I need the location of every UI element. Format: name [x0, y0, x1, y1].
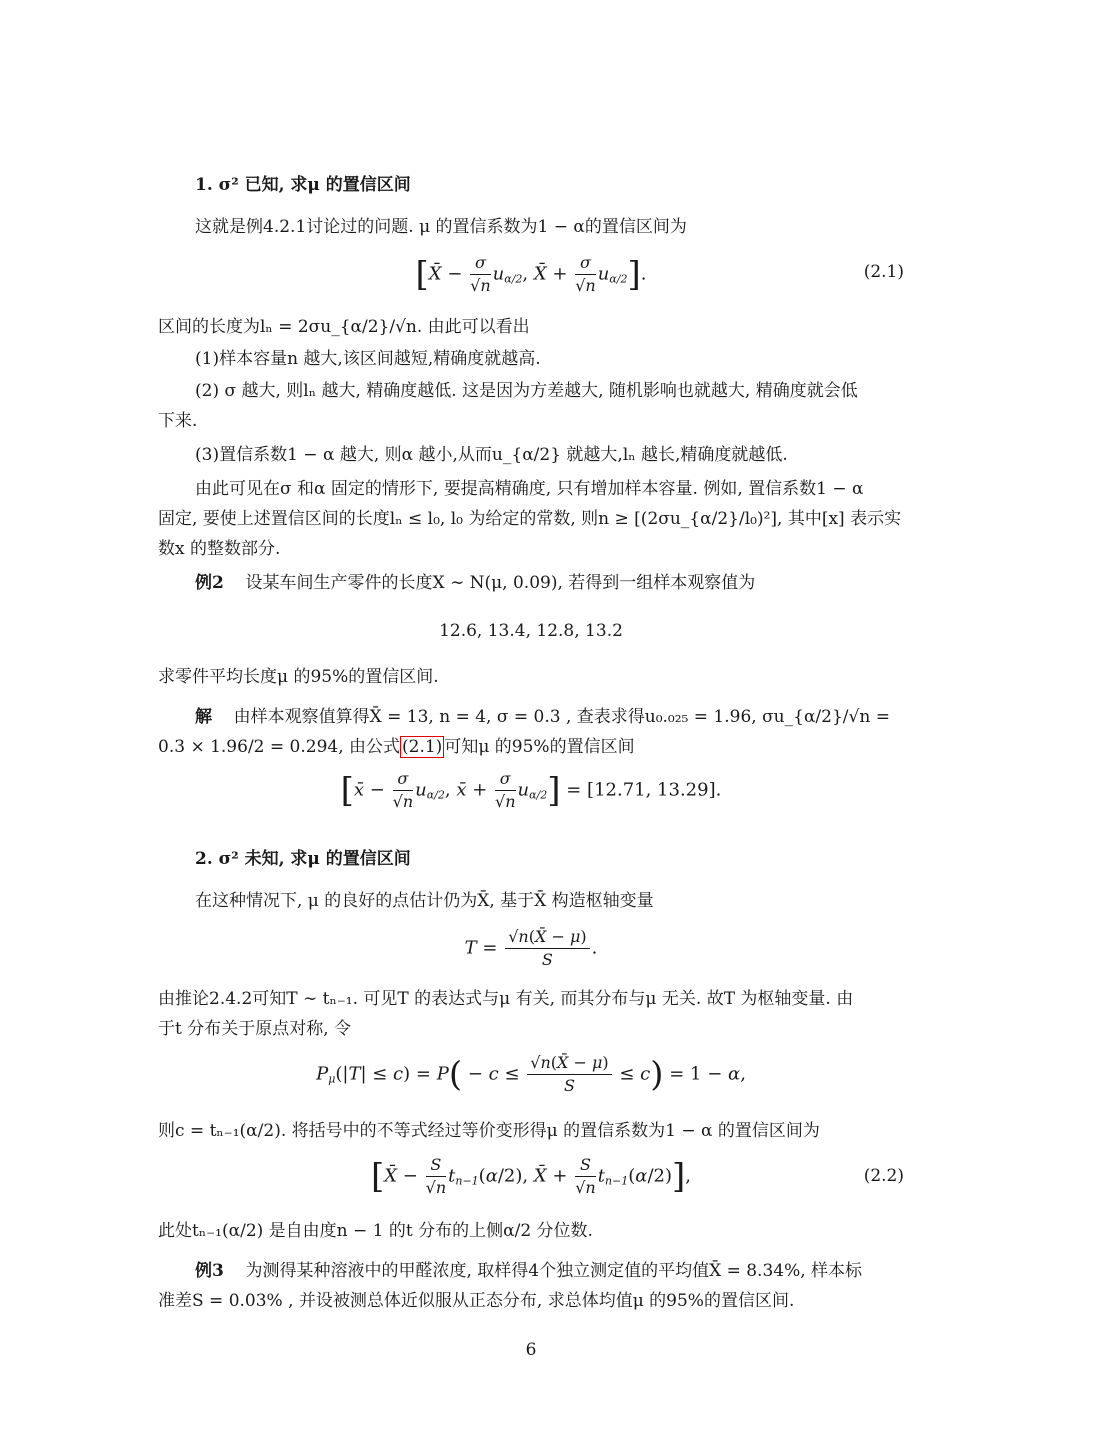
example-2-label: 例2 [195, 573, 224, 593]
corollary-line-2: 于t 分布关于原点对称, 令 [158, 1019, 352, 1039]
example-2 [158, 568, 904, 598]
example-2-text: 设某车间生产零件的长度X ∼ N(μ, 0.09), 若得到一组样本观察值为 [245, 573, 756, 593]
section-2-intro: 在这种情况下, μ 的良好的点估计仍为X̄, 基于X̄ 构造枢轴变量 [195, 891, 654, 911]
solution-text-2b: 可知μ 的95%的置信区间 [444, 737, 635, 757]
page-number: 6 [525, 1340, 537, 1360]
paragraph-line-2: 固定, 要使上述置信区间的长度lₙ ≤ l₀, l₀ 为给定的常数, 则n ≥ [(2σu_{α/2}/l₀)²], 其中[x] 表示实 [158, 509, 902, 529]
equation-probability: $P_\mu(|T| \le c) = P( - c$ ≤ $\frac{√n(X̄ - \mu)}{S}$ ≤ c) = 1 − α, [316, 1053, 746, 1095]
section-1-heading: 1. σ² 已知, 求μ 的置信区间 [195, 175, 411, 195]
sample-values: 12.6, 13.4, 12.8, 13.2 [439, 621, 623, 641]
equation-T: T = $\frac{√n(X̄ - \mu)}{S}$ . [464, 927, 598, 969]
result-value: = [12.71, 13.29]. [566, 779, 722, 801]
solution-line-1 [158, 702, 904, 732]
section-1-intro: 这就是例4.2.1讨论过的问题. μ 的置信系数为1 − α的置信区间为 [195, 217, 687, 237]
equation-ref-link[interactable]: (2.1) [402, 737, 443, 757]
then-text: 则c = tₙ₋₁(α/2). 将括号中的不等式经过等价变形得μ 的置信系数为1 − α 的置信区间为 [158, 1121, 820, 1141]
solution-label: 解 [195, 707, 212, 727]
equation-result: [x̄ − $\frac{\sigma}{√n}$ $u_{\alpha/2}$, x̄ + $\frac{\sigma}{√n}$ $u_{\alpha/2}] = [12.71$, 13.29]. [340, 769, 722, 811]
paragraph-line-3: 数x 的整数部分. [158, 539, 281, 559]
example-2-ask: 求零件平均长度μ 的95%的置信区间. [158, 667, 439, 687]
page-body [158, 0, 904, 1440]
interval-length-text: 区间的长度为lₙ = 2σu_{α/2}/√n. 由此可以看出 [158, 317, 530, 337]
example-3-label: 例3 [195, 1261, 224, 1281]
equation-2-1: [X̄ − $\frac{\sigma}{√n}$ $u_{\alpha/2}$, X̄ + $\frac{\sigma}{√n}$ $u_{\alpha/2}$]. [415, 253, 647, 295]
point-1: (1)样本容量n 越大,该区间越短,精确度就越高. [195, 349, 541, 369]
point-2-line-2: 下来. [158, 411, 198, 431]
example-3-text-1: 为测得某种溶液中的甲醛浓度, 取样得4个独立测定值的平均值X̄ = 8.34%, 样本标 [245, 1261, 863, 1281]
solution-line-2 [158, 732, 904, 762]
example-3-line-2: 准差S = 0.03% , 并设被测总体近似服从正态分布, 求总体均值μ 的95%的置信区间. [158, 1291, 795, 1311]
solution-text-1: 由样本观察值算得X̄ = 13, n = 4, σ = 0.3 , 查表求得u₀.₀₂₅ = 1.96, σu_{α/2}/√n = [233, 707, 890, 727]
equation-number-2-2: (2.2) [863, 1166, 904, 1186]
equation-2-2: [X̄ − $\frac{S}{√n}$ $t_{n-1}(\alpha/2)$, X̄ + $\frac{S}{√n}$ $t_{n-1}(\alpha/2)$], [370, 1155, 691, 1197]
corollary-line-1: 由推论2.4.2可知T ∼ tₙ₋₁. 可见T 的表达式与μ 有关, 而其分布与μ 无关. 故T 为枢轴变量. 由 [158, 989, 854, 1009]
solution-text-2a: 0.3 × 1.96/2 = 0.294, 由公式 [158, 737, 401, 757]
example-3-line-1 [158, 1256, 904, 1286]
section-2-heading: 2. σ² 未知, 求μ 的置信区间 [195, 849, 411, 869]
point-3: (3)置信系数1 − α 越大, 则α 越小,从而u_{α/2} 就越大,lₙ 越长,精确度就越低. [195, 445, 788, 465]
paragraph-line-1: 由此可见在σ 和α 固定的情形下, 要提高精确度, 只有增加样本容量. 例如, 置信系数1 − α [195, 479, 864, 499]
section-2-note: 此处tₙ₋₁(α/2) 是自由度n − 1 的t 分布的上侧α/2 分位数. [158, 1221, 593, 1241]
equation-number-2-1: (2.1) [863, 262, 904, 282]
point-2-line-1: (2) σ 越大, 则lₙ 越大, 精确度越低. 这是因为方差越大, 随机影响也就越大, 精确度就会低 [195, 381, 858, 401]
